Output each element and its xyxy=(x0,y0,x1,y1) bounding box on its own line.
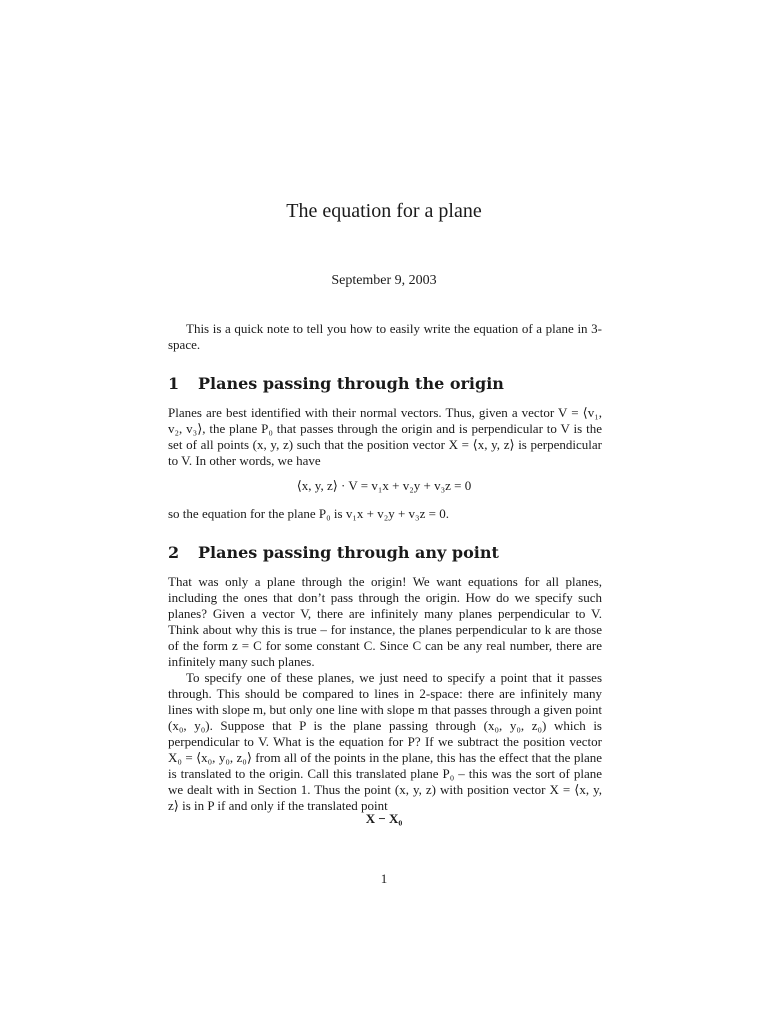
section-2-paragraph-2: To specify one of these planes, we just need to specify a point that it passes through. This should be compared to lines in 2-space: there are infinitely many lines with slope m, but only one line with slope m that passes through a given point (x₀, y₀). Suppose that P is the plane passing through (x₀, y₀, z₀) which is perpendicular to V. What is the equation for P? If we subtract the position vector X₀ = ⟨x₀, y₀, z₀⟩ from all of the points in the plane, this has the effect that the plane is translated to the origin. Call this translated plane P₀ – this was the sort of plane we dealt with in Section 1. Thus the point (x, y, z) with position vector X = ⟨x, y, z⟩ is in P if and only if the translated point xyxy=(168,670,602,813)
section-1-equation: ⟨x, y, z⟩ · V = v₁x + v₂y + v₃z = 0 xyxy=(296,478,472,493)
date-line: September 9, 2003 xyxy=(331,273,437,288)
section-1-after xyxy=(168,506,602,522)
section-1-paragraph: Planes are best identified with their normal vectors. Thus, given a vector V = ⟨v₁, v₂, v₃⟩, the plane P₀ that passes through the origin and is perpendicular to V is the set of all points (x, y, z) such that the position vector X = ⟨x, y, z⟩ is perpendicular to V. In other words, we have xyxy=(168,405,602,468)
intro-block xyxy=(168,321,602,353)
section-2-body xyxy=(168,574,602,814)
section-1-title: Planes passing through the origin xyxy=(198,374,504,393)
section-2-paragraph-1: That was only a plane through the origin! We want equations for all planes, including the ones that don’t pass through the origin. How do we specify such planes? Given a vector V, there are infinitely many planes perpendicular to V. Think about why this is true – for instance, the planes perpendicular to k are those of the form z = C for some constant C. Since C can be any real number, there are infinitely many such planes. xyxy=(168,574,602,669)
section-1-number: 1 xyxy=(168,374,180,393)
section-2-equation: X − X₀ xyxy=(365,811,403,826)
section-1-heading xyxy=(168,374,608,393)
section-2-title: Planes passing through any point xyxy=(198,543,499,562)
page-title: The equation for a plane xyxy=(286,200,482,222)
page-number: 1 xyxy=(380,871,388,886)
section-2-number: 2 xyxy=(168,543,180,562)
intro-paragraph: This is a quick note to tell you how to easily write the equation of a plane in 3-space. xyxy=(168,321,602,352)
section-1-after-text: so the equation for the plane P₀ is v₁x + v₂y + v₃z = 0. xyxy=(168,506,449,521)
section-2-heading xyxy=(168,543,608,562)
section-1-body xyxy=(168,405,602,469)
